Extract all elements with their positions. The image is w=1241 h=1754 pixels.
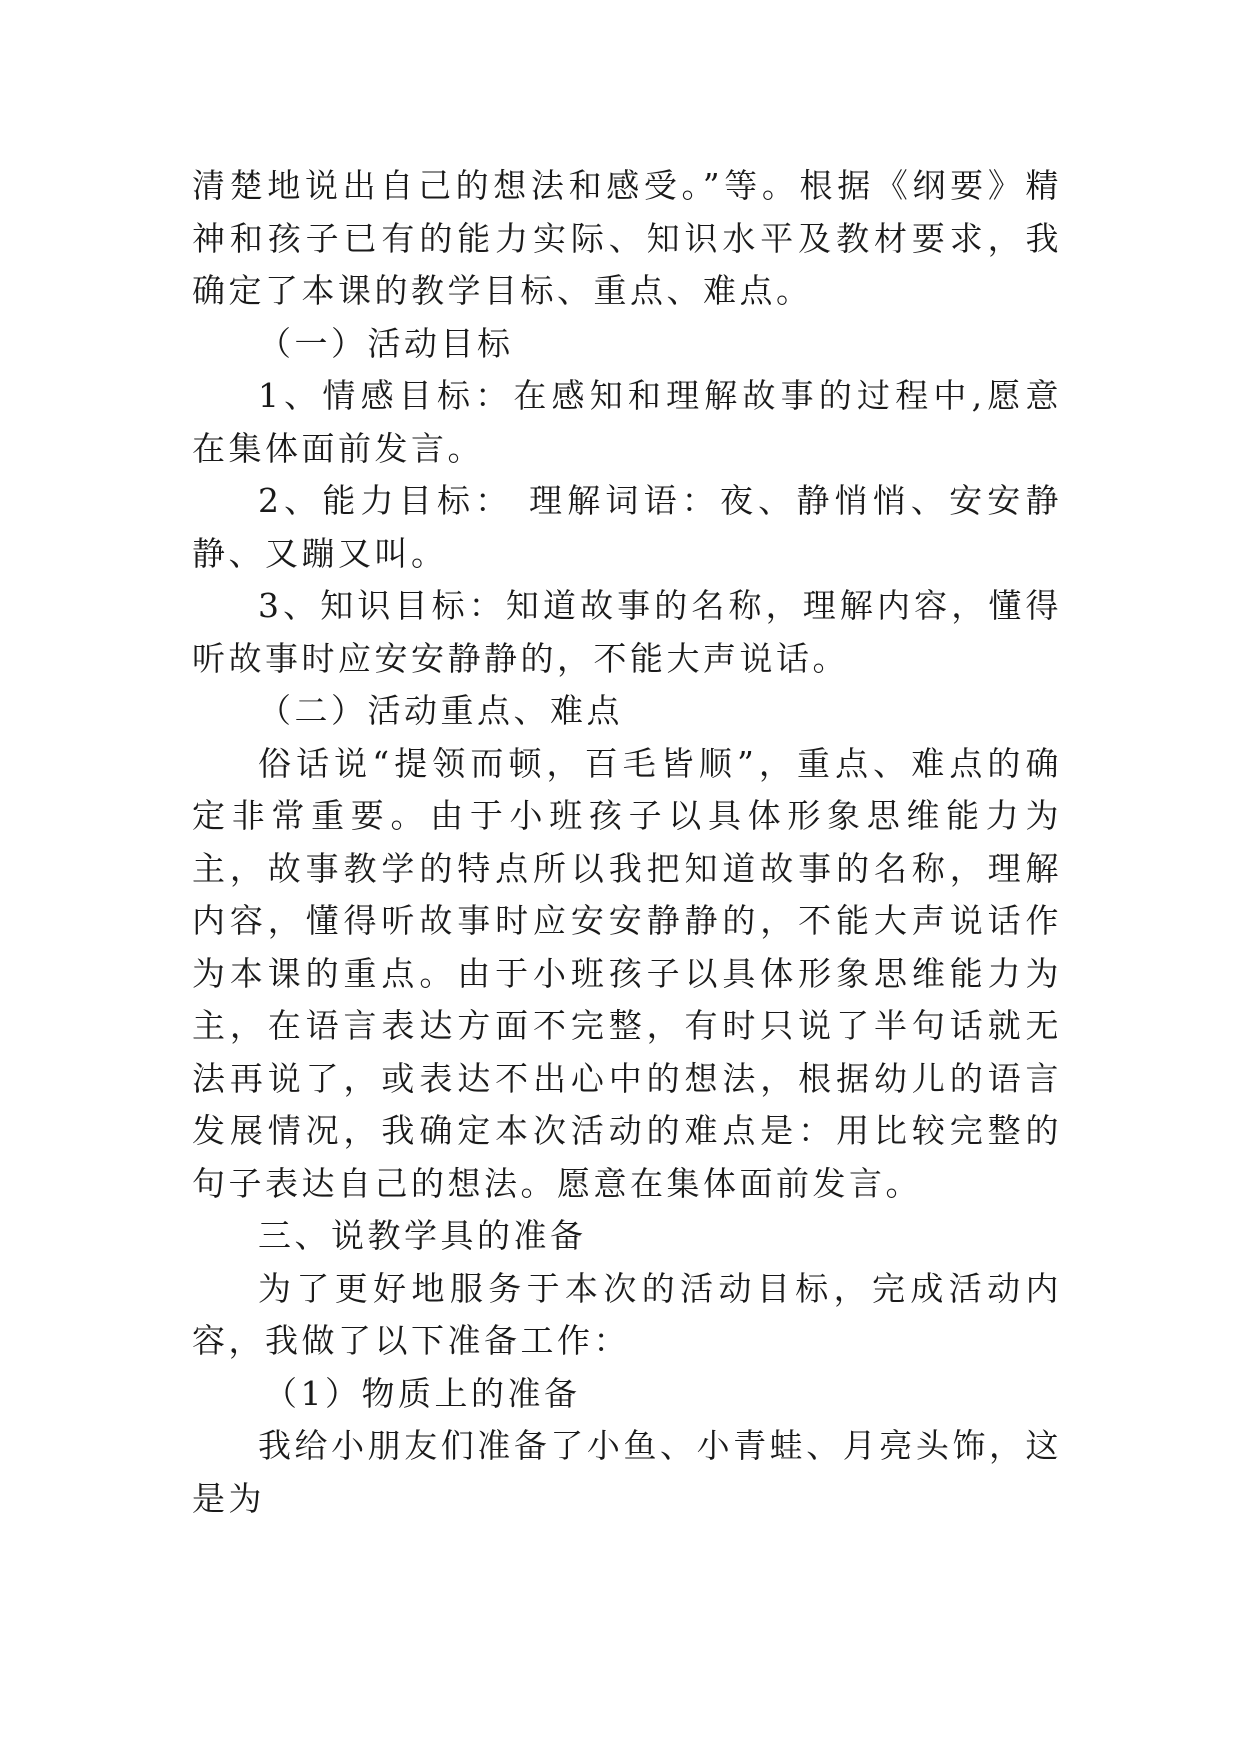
paragraph: 为了更好地服务于本次的活动目标，完成活动内容，我做了以下准备工作： <box>192 1268 1062 1360</box>
section-heading: （一）活动目标 <box>258 323 514 363</box>
paragraph: 清楚地说出自己的想法和感受。”等。根据《纲要》精神和孩子已有的能力实际、知识水平及教材要求，我确定了本课的教学目标、重点、难点。 <box>192 166 1062 310</box>
paragraph: 俗话说“提领而顿，百毛皆顺”，重点、难点的确定非常重要。由于小班孩子以具体形象思维能力为主，故事教学的特点所以我把知道故事的名称，理解内容，懂得听故事时应安安静静的，不能大声说话作为本课的重点。由于小班孩子以具体形象思维能力为主，在语言表达方面不完整，有时只说了半句话就无法再说了，或表达不出心中的想法，根据幼儿的语言发展情况，我确定本次活动的难点是：用比较完整的句子表达自己的想法。愿意在集体面前发言。 <box>192 743 1062 1203</box>
paragraph: 我给小朋友们准备了小鱼、小青蛙、月亮头饰，这是为 <box>192 1426 1062 1518</box>
paragraph: 1、情感目标：在感知和理解故事的过程中,愿意在集体面前发言。 <box>192 376 1062 468</box>
section-heading: 三、说教学具的准备 <box>258 1216 587 1255</box>
section-heading: （1）物质上的准备 <box>264 1373 581 1413</box>
document-body <box>192 160 1062 1525</box>
section-heading: （二）活动重点、难点 <box>258 691 623 730</box>
paragraph: 2、能力目标： 理解词语：夜、静悄悄、安安静静、又蹦又叫。 <box>192 481 1062 573</box>
paragraph: 3、知识目标：知道故事的名称，理解内容，懂得听故事时应安安静静的，不能大声说话。 <box>192 586 1062 678</box>
